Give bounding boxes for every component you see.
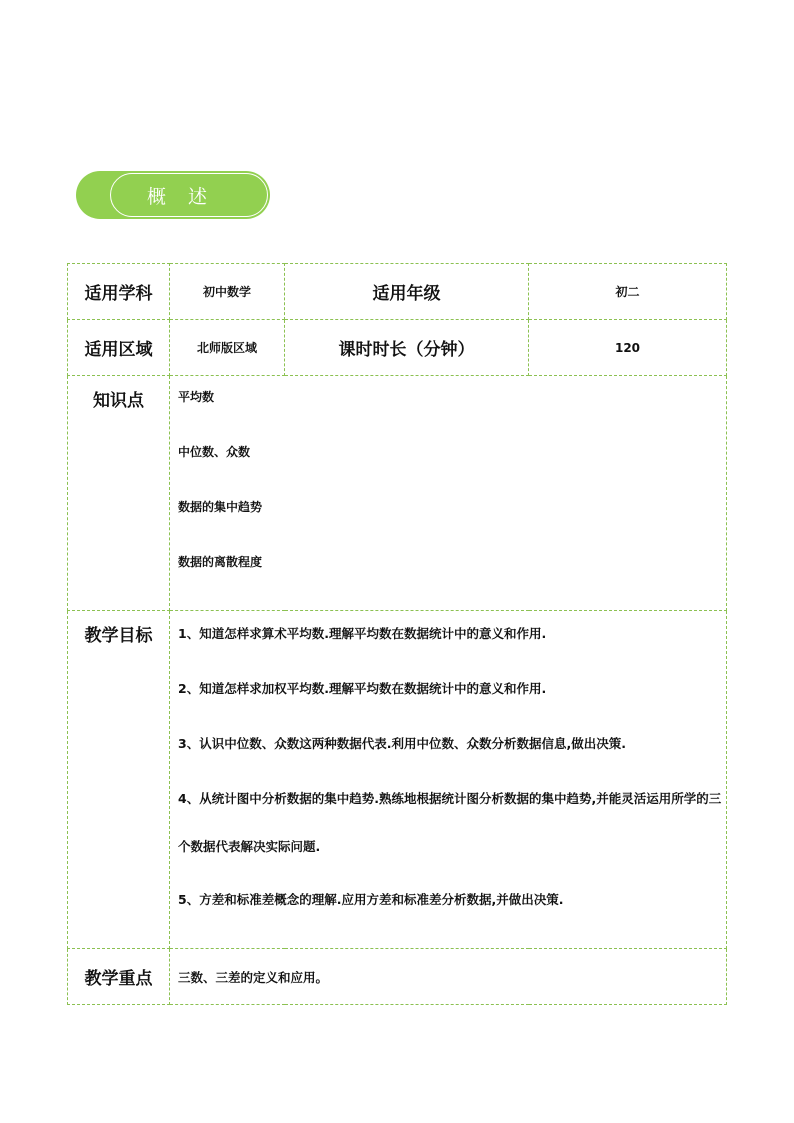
knowledge-item: 数据的离散程度 [178,555,263,569]
knowledge-item: 数据的集中趋势 [178,500,263,514]
region-label: 适用区域 [68,320,170,376]
table-row-region [68,320,727,376]
table-row-subject [68,264,727,320]
goal-item: 2、知道怎样求加权平均数.理解平均数在数据统计中的意义和作用. [178,681,547,696]
knowledge-list [170,376,727,611]
goals-label: 教学目标 [68,611,170,949]
goal-item: 5、方差和标准差概念的理解.应用方差和标准差分析数据,并做出决策. [178,892,564,907]
knowledge-item: 中位数、众数 [178,445,251,459]
course-info-table [67,263,727,1005]
section-title: 概 述 [147,185,216,208]
table-row-emphasis [68,949,727,1005]
region-value: 北师版区域 [170,320,285,376]
goals-list [170,611,727,949]
subject-value: 初中数学 [170,264,285,320]
emphasis-label: 教学重点 [68,949,170,1005]
table-row-knowledge [68,376,727,611]
subject-label: 适用学科 [68,264,170,320]
grade-label: 适用年级 [285,264,529,320]
duration-label: 课时时长（分钟） [285,320,529,376]
duration-value: 120 [529,320,727,376]
table-row-goals [68,611,727,949]
goal-item: 1、知道怎样求算术平均数.理解平均数在数据统计中的意义和作用. [178,626,547,641]
grade-value: 初二 [529,264,727,320]
knowledge-item: 平均数 [178,390,215,404]
goal-item: 4、从统计图中分析数据的集中趋势.熟练地根据统计图分析数据的集中趋势,并能灵活运用所学的三个数据代表解决实际问题. [178,791,722,854]
emphasis-value: 三数、三差的定义和应用。 [170,949,727,1005]
goal-item: 3、认识中位数、众数这两种数据代表.利用中位数、众数分析数据信息,做出决策. [178,736,626,751]
knowledge-label: 知识点 [68,376,170,611]
section-header-inner [110,173,268,217]
